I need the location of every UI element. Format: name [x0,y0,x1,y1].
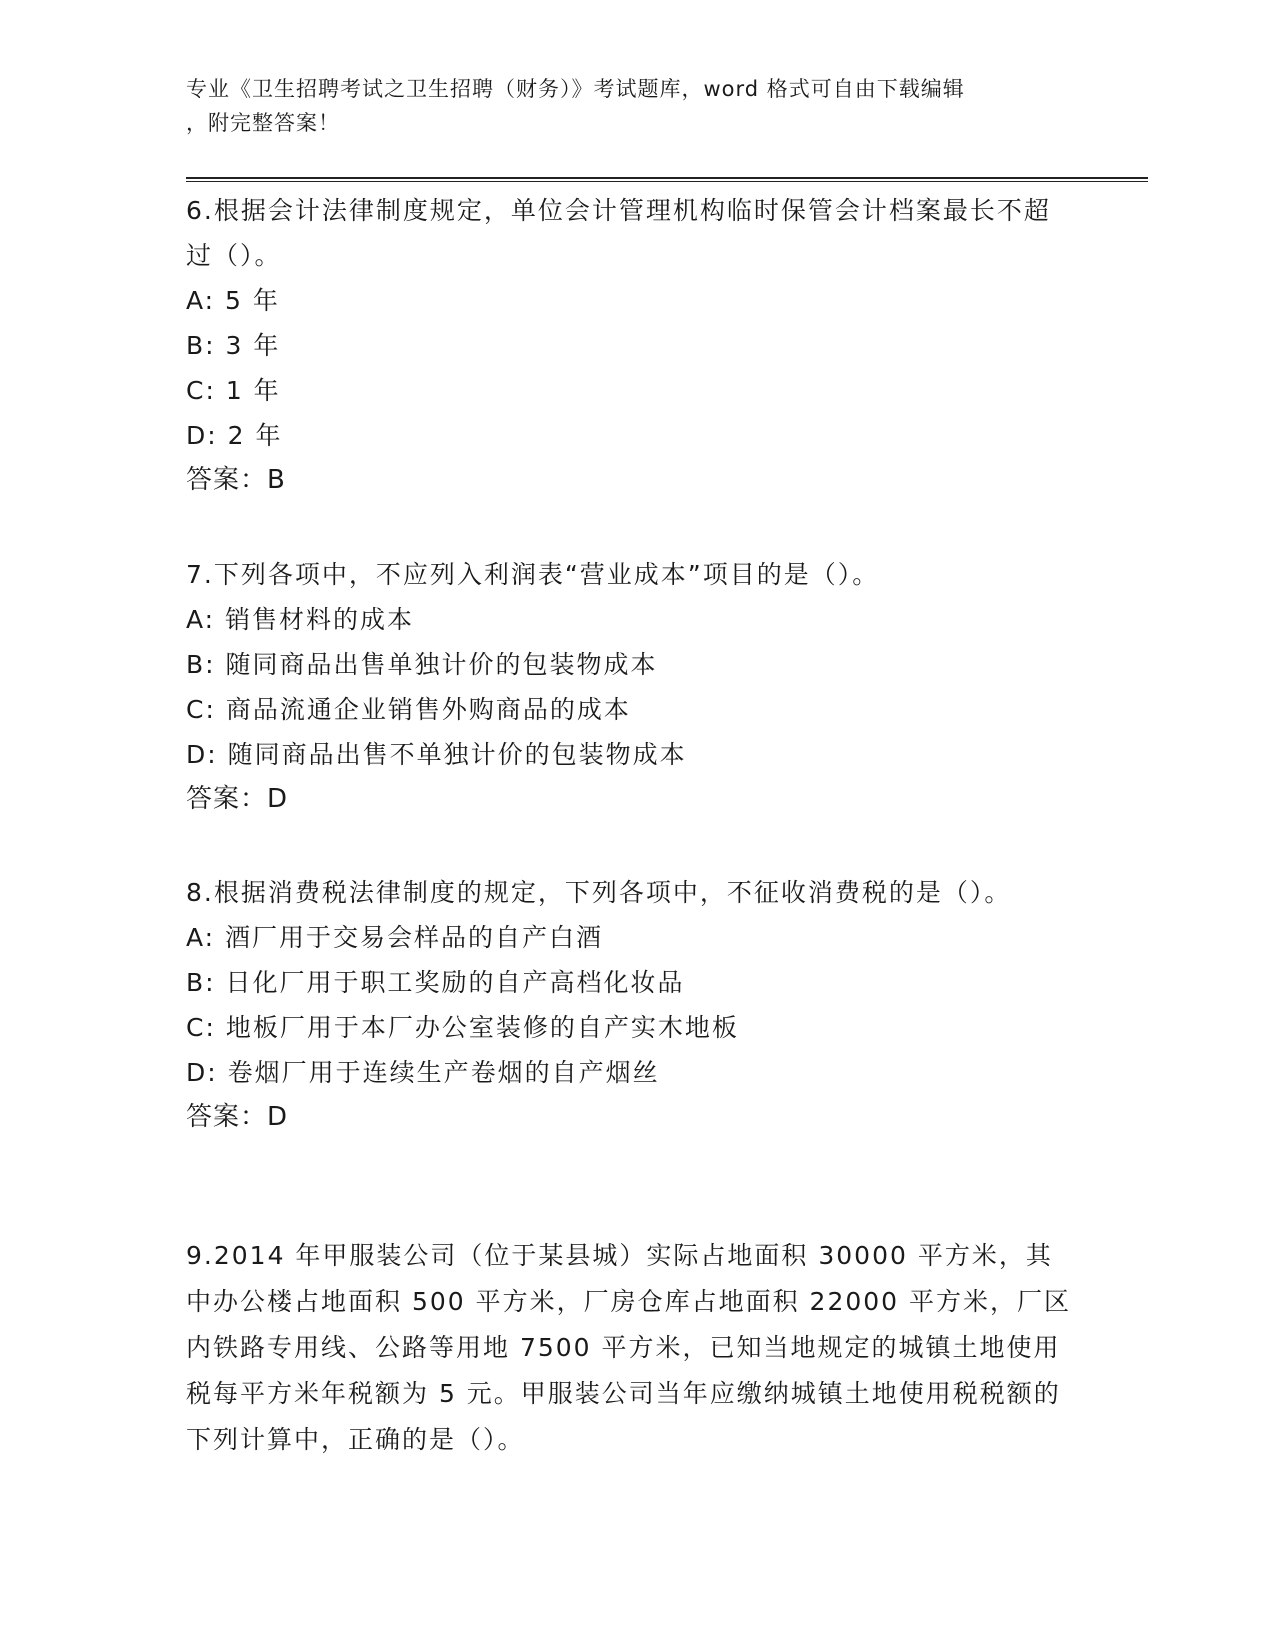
header-divider [186,177,1148,182]
question-text: 8.根据消费税法律制度的规定，下列各项中，不征收消费税的是（）。 [186,878,1012,907]
option-a: A: 销售材料的成本 [186,605,415,634]
question-text: 7.下列各项中，不应列入利润表“营业成本”项目的是（）。 [186,560,880,589]
option-b: B: 随同商品出售单独计价的包装物成本 [186,650,658,679]
option-b: B: 日化厂用于职工奖励的自产高档化妆品 [186,968,685,997]
question-8 [186,870,1076,1140]
header-line-1: 专业《卫生招聘考试之卫生招聘（财务）》考试题库，word 格式可自由下载编辑 [186,77,965,101]
answer: 答案：D [186,784,289,814]
option-a: A: 酒厂用于交易会样品的自产白酒 [186,923,604,952]
option-b: B: 3 年 [186,331,281,360]
option-c: C: 1 年 [186,376,281,405]
option-d: D: 2 年 [186,421,283,450]
header-line-2: ，附完整答案！ [186,111,340,135]
option-c: C: 商品流通企业销售外购商品的成本 [186,695,631,724]
option-d: D: 卷烟厂用于连续生产卷烟的自产烟丝 [186,1058,660,1087]
answer: 答案：B [186,465,286,495]
question-7 [186,552,1076,822]
option-d: D: 随同商品出售不单独计价的包装物成本 [186,740,687,769]
option-a: A: 5 年 [186,286,280,315]
option-c: C: 地板厂用于本厂办公室装修的自产实木地板 [186,1013,739,1042]
document-header [186,72,1066,140]
question-6 [186,188,1076,503]
answer: 答案：D [186,1102,289,1132]
question-9 [186,1233,1076,1463]
question-text: 6.根据会计法律制度规定，单位会计管理机构临时保管会计档案最长不超过（）。 [186,196,1051,270]
question-text: 9.2014 年甲服装公司（位于某县城）实际占地面积 30000 平方米，其中办公楼占地面积 500 平方米，厂房仓库占地面积 22000 平方米，厂区内铁路专用线、公路等用地 7500 平方米，已知当地规定的城镇土地使用税每平方米年税额为 5 元。甲服装公司当年应缴纳城镇土地使用税税额的下列计算中，正确的是（）。 [186,1241,1072,1454]
